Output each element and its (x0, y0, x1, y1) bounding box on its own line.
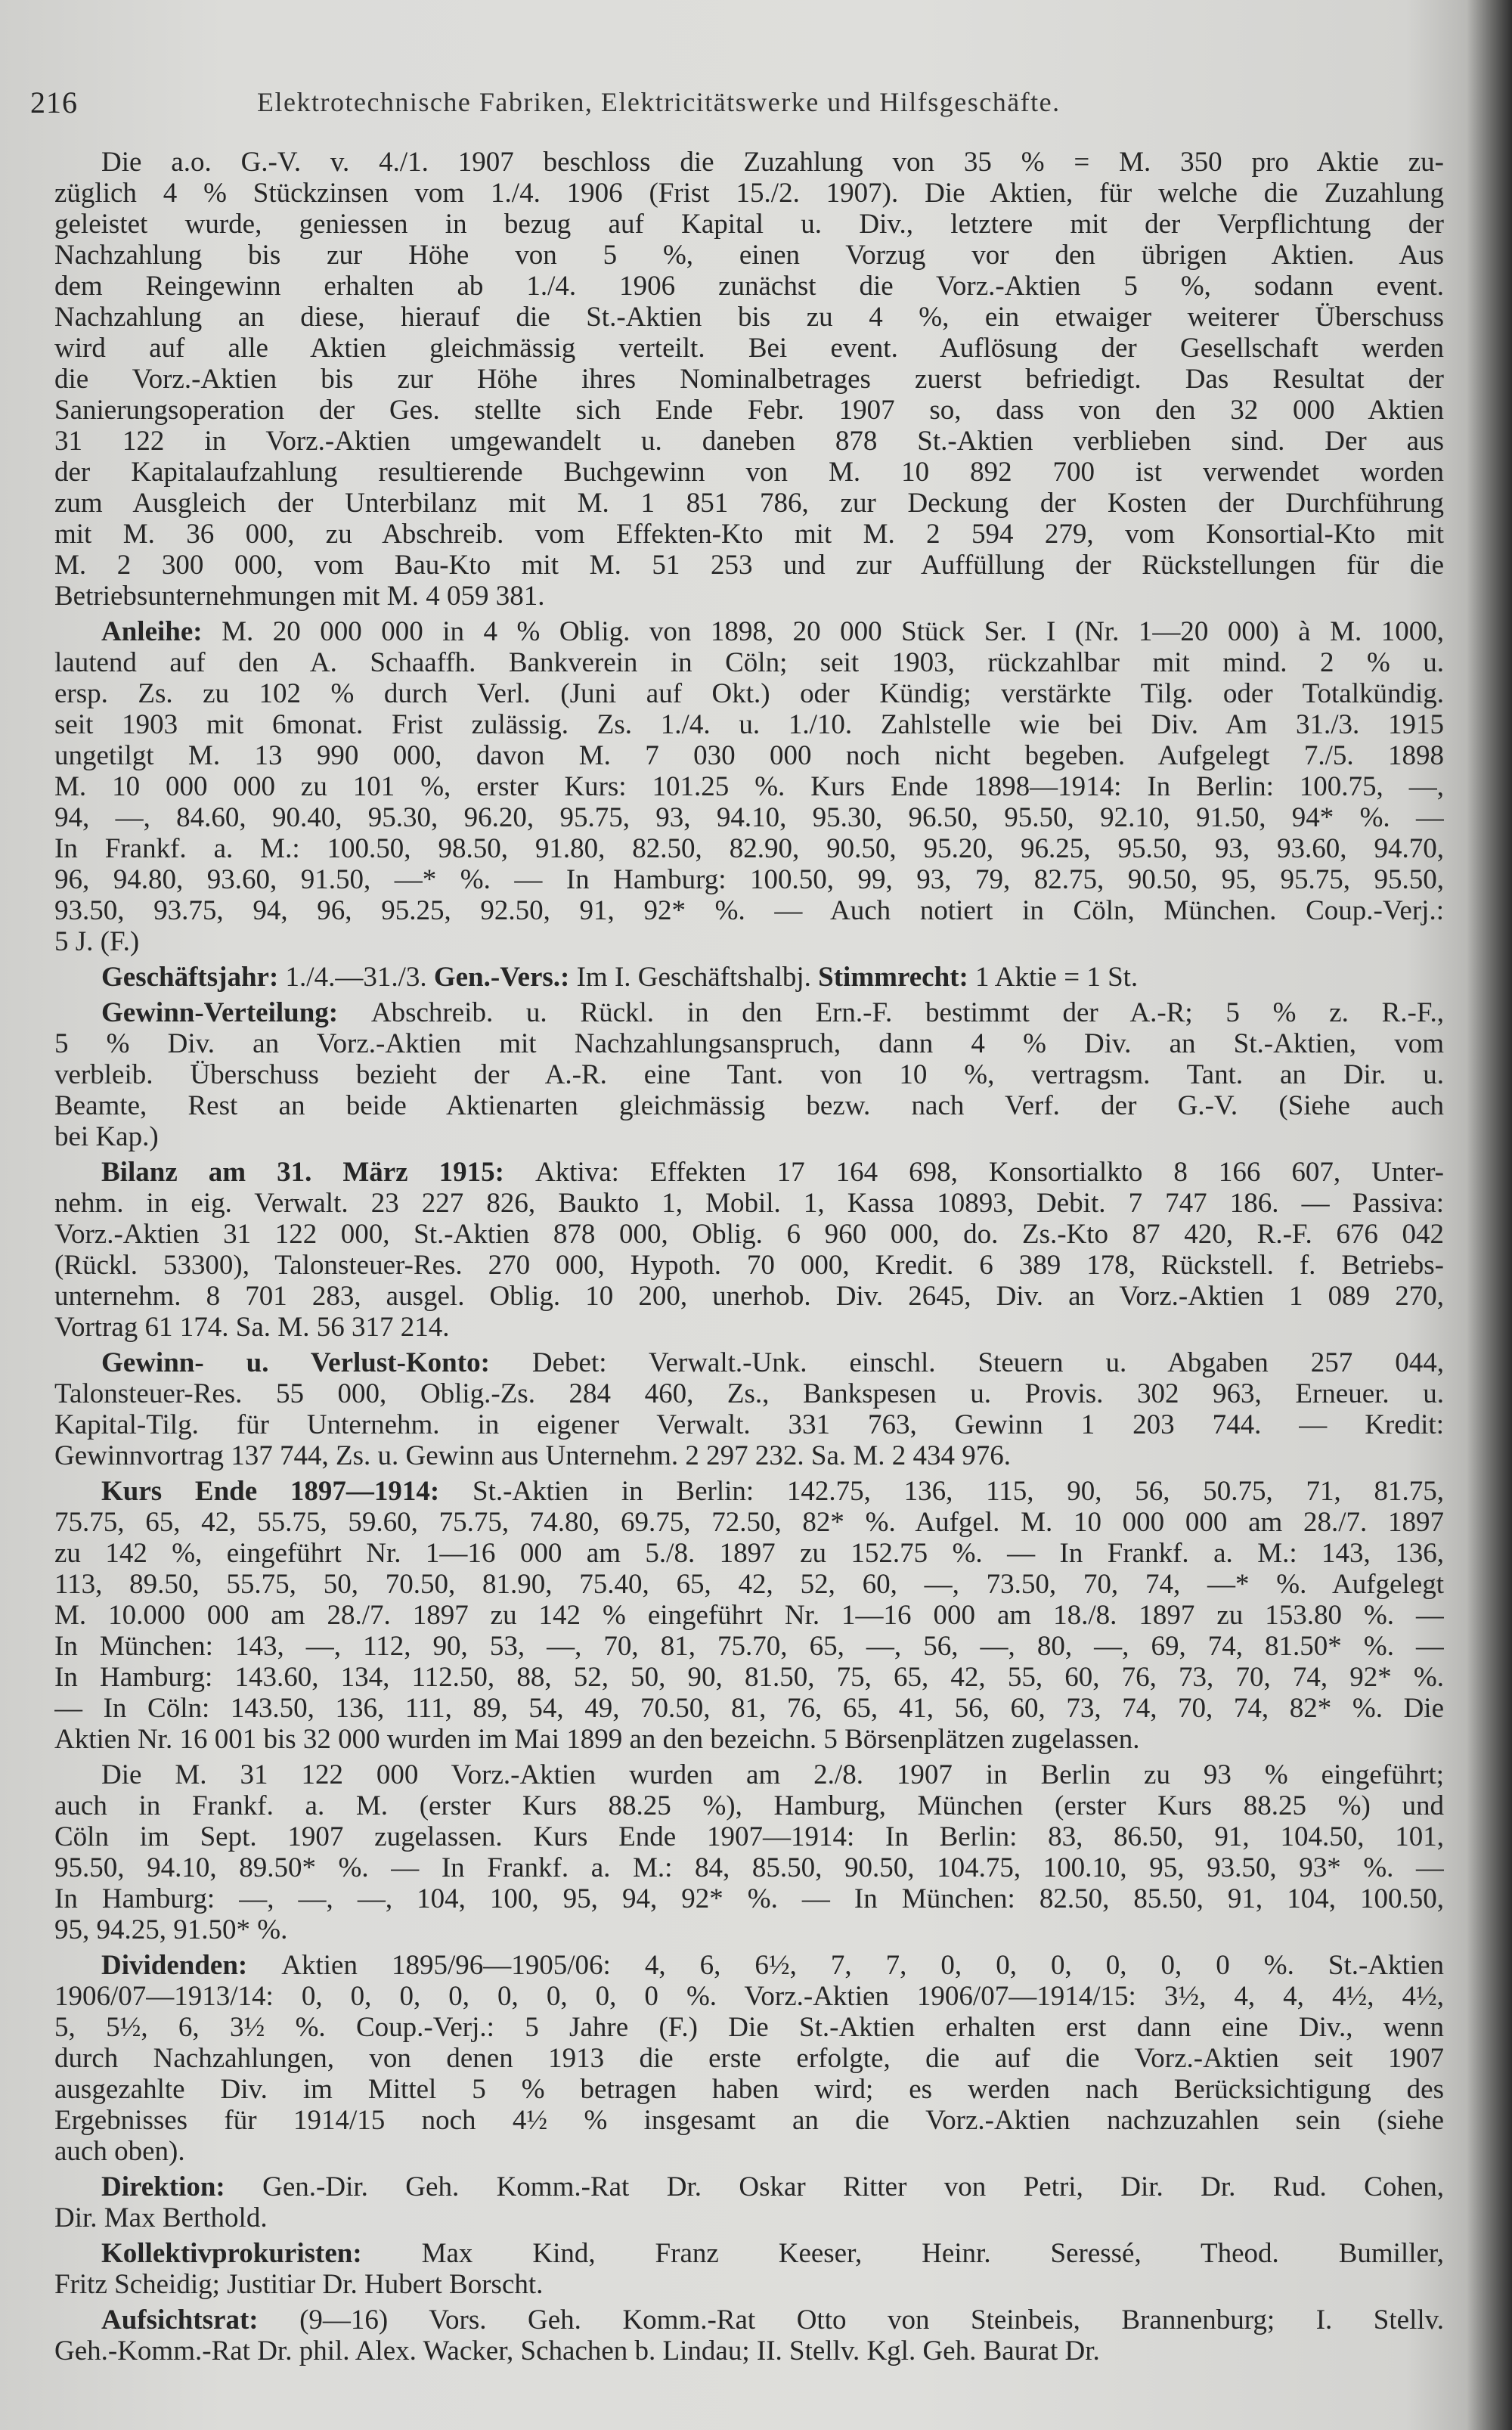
section-label: Kurs Ende 1897—1914: (101, 1476, 472, 1507)
section-label: Stimmrecht: (818, 962, 976, 993)
text-run: In Hamburg: —, —, —, 104, 100, 95, 94, 92* %. — In München: 82.50, 85.50, 91, 104, 100.50, (54, 1883, 1444, 1914)
paragraph-gewinn-verteilung (54, 997, 1444, 1152)
text-run: durch Nachzahlungen, von denen 1913 die erste erfolgte, die auf die Vorz.-Aktien seit 1907 (54, 2043, 1444, 2074)
text-run: 93.50, 93.75, 94, 96, 95.25, 92.50, 91, 92* %. — Auch notiert in Cöln, München. Coup.-Verj.: (54, 895, 1444, 926)
text-line (54, 1981, 1444, 2012)
text-line (54, 1507, 1444, 1538)
text-run: 96, 94.80, 93.60, 91.50, —* %. — In Hamburg: 100.50, 99, 93, 79, 82.75, 90.50, 95, 95.75, 95.50, (54, 864, 1444, 895)
text-run: Sanierungsoperation der Ges. stellte sich Ende Febr. 1907 so, dass von den 32 000 Aktien (54, 395, 1444, 426)
text-run: nehm. in eig. Verwalt. 23 227 826, Baukto 1, Mobil. 1, Kassa 10893, Debit. 7 747 186. — Passiva: (54, 1188, 1444, 1219)
text-run: Dir. Max Berthold. (54, 2202, 268, 2233)
text-line (54, 519, 1444, 550)
paragraph-aufsichtsrat (54, 2304, 1444, 2366)
paragraph-direktion (54, 2171, 1444, 2233)
text-line (54, 1569, 1444, 1600)
text-line (54, 1059, 1444, 1090)
text-run: Aktiva: Effekten 17 164 698, Konsortialkto 8 166 607, Unter- (534, 1157, 1444, 1188)
text-line (54, 1600, 1444, 1631)
text-run: seit 1903 mit 6monat. Frist zulässig. Zs. 1./4. u. 1./10. Zahlstelle wie bei Div. Am 31./3. 1915 (54, 709, 1444, 740)
text-line (54, 1312, 1444, 1343)
text-line (54, 2171, 1444, 2202)
text-run: Abschreib. u. Rückl. in den Ern.-F. bestimmt der A.-R; 5 % z. R.-F., (370, 997, 1444, 1028)
section-label: Gewinn- u. Verlust-Konto: (101, 1347, 532, 1378)
text-run: ungetilgt M. 13 990 000, davon M. 7 030 000 noch nicht begeben. Aufgelegt 7./5. 1898 (54, 740, 1444, 771)
text-run: Ergebnisses für 1914/15 noch 4½ % insgesamt an die Vorz.-Aktien nachzuzahlen sein (siehe (54, 2105, 1444, 2136)
paragraph-anleihe (54, 616, 1444, 957)
paragraph-kollektivprokuristen (54, 2238, 1444, 2300)
text-run: 5 % Div. an Vorz.-Aktien mit Nachzahlungsanspruch, dann 4 % Div. an St.-Aktien, vom (54, 1028, 1444, 1059)
text-line (54, 581, 1444, 612)
text-line (54, 1883, 1444, 1914)
text-line (54, 1347, 1444, 1378)
text-line (54, 1724, 1444, 1755)
text-line (54, 1476, 1444, 1507)
text-line (54, 1538, 1444, 1569)
text-line (54, 1250, 1444, 1281)
text-run: (Rückl. 53300), Talonsteuer-Res. 270 000, Hypoth. 70 000, Kredit. 6 389 178, Rückstell. f. Betriebs- (54, 1250, 1444, 1281)
section-label: Aufsichtsrat: (101, 2304, 300, 2335)
text-line (54, 395, 1444, 426)
text-run: Cöln im Sept. 1907 zugelassen. Kurs Ende 1907—1914: In Berlin: 83, 86.50, 91, 104.50, 101, (54, 1821, 1444, 1852)
text-run: Aktien Nr. 16 001 bis 32 000 wurden im Mai 1899 an den bezeichn. 5 Börsenplätzen zugelassen. (54, 1724, 1140, 1755)
section-label: Gewinn-Verteilung: (101, 997, 371, 1028)
text-run: zum Ausgleich der Unterbilanz mit M. 1 851 786, zur Deckung der Kosten der Durchführung (54, 488, 1444, 519)
text-run: 1 Aktie = 1 St. (975, 962, 1139, 993)
text-line (54, 962, 1444, 993)
text-run: M. 10.000 000 am 28./7. 1897 zu 142 % eingeführt Nr. 1—16 000 am 18./8. 1897 zu 153.80 %. — (54, 1600, 1444, 1631)
paragraph-dividenden (54, 1950, 1444, 2167)
text-run: 75.75, 65, 42, 55.75, 59.60, 75.75, 74.80, 69.75, 72.50, 82* %. Aufgel. M. 10 000 000 am 28./7. 1897 (54, 1507, 1444, 1538)
text-run: Im I. Geschäftshalbj. (576, 962, 819, 993)
text-run: lautend auf den A. Schaaffh. Bankverein in Cöln; seit 1903, rückzahlbar mit mind. 2 % u. (54, 647, 1444, 678)
text-run: auch in Frankf. a. M. (erster Kurs 88.25 %), Hamburg, München (erster Kurs 88.25 %) und (54, 1790, 1444, 1821)
text-run: der Kapitalaufzahlung resultierende Buchgewinn von M. 10 892 700 ist verwendet worden (54, 457, 1444, 488)
text-run: Gewinnvortrag 137 744, Zs. u. Gewinn aus Unternehm. 2 297 232. Sa. M. 2 434 976. (54, 1440, 1012, 1471)
text-line (54, 895, 1444, 926)
text-run: 1906/07—1913/14: 0, 0, 0, 0, 0, 0, 0, 0 %. Vorz.-Aktien 1906/07—1914/15: 3½, 4, 4, 4½, 4½, (54, 1981, 1444, 2012)
section-label: Geschäftsjahr: (101, 962, 286, 993)
text-run: züglich 4 % Stückzinsen vom 1./4. 1906 (Frist 15./2. 1907). Die Aktien, für welche die Zuzahlung (54, 178, 1444, 209)
text-line (54, 2202, 1444, 2233)
page-number: 216 (30, 85, 78, 119)
text-run: ausgezahlte Div. im Mittel 5 % betragen haben wird; es werden nach Berücksichtigung des (54, 2074, 1444, 2105)
text-line (54, 2304, 1444, 2335)
text-line (54, 302, 1444, 333)
text-line (54, 333, 1444, 364)
text-run: (9—16) Vors. Geh. Komm.-Rat Otto von Steinbeis, Brannenburg; I. Stellv. (299, 2304, 1444, 2335)
text-line (54, 1852, 1444, 1883)
text-run: — In Cöln: 143.50, 136, 111, 89, 54, 49, 70.50, 81, 76, 65, 41, 56, 60, 73, 74, 70, 74, 82* %. Die (54, 1693, 1444, 1724)
text-run: Nachzahlung bis zur Höhe von 5 %, einen Vorzug vor den übrigen Aktien. Aus (54, 240, 1444, 271)
text-line (54, 364, 1444, 395)
text-line (54, 2269, 1444, 2300)
text-run: 5 J. (F.) (54, 926, 140, 957)
text-run: unternehm. 8 701 283, ausgel. Oblig. 10 200, unerhob. Div. 2645, Div. an Vorz.-Aktien 1 089 270, (54, 1281, 1444, 1312)
text-line (54, 647, 1444, 678)
text-run: Aktien 1895/96—1905/06: 4, 6, 6½, 7, 7, 0, 0, 0, 0, 0, 0 %. St.-Aktien (281, 1950, 1444, 1981)
text-line (54, 2136, 1444, 2167)
text-run: Fritz Scheidig; Justitiar Dr. Hubert Borscht. (54, 2269, 544, 2300)
text-line (54, 1188, 1444, 1219)
text-line (54, 178, 1444, 209)
text-run: geleistet wurde, geniessen in bezug auf Kapital u. Div., letztere mit der Verpflichtung der (54, 209, 1444, 240)
text-line (54, 1157, 1444, 1188)
paragraph-bilanz (54, 1157, 1444, 1343)
text-line (54, 488, 1444, 519)
text-line (54, 1790, 1444, 1821)
paragraph-vorz-aktien-kurse (54, 1759, 1444, 1945)
text-line (54, 740, 1444, 771)
text-run: Kapital-Tilg. für Unternehm. in eigener Verwalt. 331 763, Gewinn 1 203 744. — Kredit: (54, 1409, 1444, 1440)
text-run: Vortrag 61 174. Sa. M. 56 317 214. (54, 1312, 450, 1343)
text-run: St.-Aktien in Berlin: 142.75, 136, 115, 90, 56, 50.75, 71, 81.75, (472, 1476, 1444, 1507)
text-run: Geh.-Komm.-Rat Dr. phil. Alex. Wacker, Schachen b. Lindau; II. Stellv. Kgl. Geh. Baurat Dr. (54, 2335, 1100, 2366)
section-label: Direktion: (101, 2171, 263, 2202)
text-line (54, 833, 1444, 864)
text-run: Nachzahlung an diese, hierauf die St.-Aktien bis zu 4 %, ein etwaiger weiterer Überschuss (54, 302, 1444, 333)
text-line (54, 271, 1444, 302)
text-run: 113, 89.50, 55.75, 50, 70.50, 81.90, 75.40, 65, 42, 52, 60, —, 73.50, 70, 74, —* %. Aufgelegt (54, 1569, 1444, 1600)
text-run: bei Kap.) (54, 1121, 159, 1152)
text-run: In Hamburg: 143.60, 134, 112.50, 88, 52, 50, 90, 81.50, 75, 65, 42, 55, 60, 76, 73, 70, 74, 92* %. (54, 1662, 1444, 1693)
text-run: 5, 5½, 6, 3½ %. Coup.-Verj.: 5 Jahre (F.) Die St.-Aktien erhalten erst dann eine Div., wenn (54, 2012, 1444, 2043)
paragraph-gewinn-verlust-konto (54, 1347, 1444, 1471)
section-label: Anleihe: (101, 616, 222, 647)
text-line (54, 1281, 1444, 1312)
text-line (54, 147, 1444, 178)
text-line (54, 2238, 1444, 2269)
text-line (54, 1028, 1444, 1059)
paragraph-capital-restructuring (54, 147, 1444, 612)
text-run: Talonsteuer-Res. 55 000, Oblig.-Zs. 284 460, Zs., Bankspesen u. Provis. 302 963, Erneuer. u. (54, 1378, 1444, 1409)
text-run: M. 20 000 000 in 4 % Oblig. von 1898, 20 000 Stück Ser. I (Nr. 1—20 000) à M. 1000, (222, 616, 1444, 647)
text-run: zu 142 %, eingeführt Nr. 1—16 000 am 5./8. 1897 zu 152.75 %. — In Frankf. a. M.: 143, 136, (54, 1538, 1444, 1569)
text-run: 1./4.—31./3. (285, 962, 434, 993)
text-line (54, 2105, 1444, 2136)
text-line (54, 457, 1444, 488)
text-run: In Frankf. a. M.: 100.50, 98.50, 91.80, 82.50, 82.90, 90.50, 95.20, 96.25, 95.50, 93, 93.60, 94.70, (54, 833, 1444, 864)
section-label: Dividenden: (101, 1950, 282, 1981)
text-run: Die M. 31 122 000 Vorz.-Aktien wurden am 2./8. 1907 in Berlin zu 93 % eingeführt; (101, 1759, 1444, 1790)
section-label: Gen.-Vers.: (433, 962, 577, 993)
text-run: Die a.o. G.-V. v. 4./1. 1907 beschloss die Zuzahlung von 35 % = M. 350 pro Aktie zu- (101, 147, 1444, 178)
text-run: mit M. 36 000, zu Abschreib. vom Effekten-Kto mit M. 2 594 279, vom Konsortial-Kto mit (54, 519, 1444, 550)
text-line (54, 1409, 1444, 1440)
section-label: Bilanz am 31. März 1915: (101, 1157, 535, 1188)
text-line (54, 771, 1444, 802)
text-line (54, 926, 1444, 957)
text-line (54, 426, 1444, 457)
page-header (30, 85, 1452, 121)
text-run: verbleib. Überschuss bezieht der A.-R. eine Tant. von 10 %, vertragsm. Tant. an Dir. u. (54, 1059, 1444, 1090)
text-run: 95, 94.25, 91.50* %. (54, 1914, 288, 1945)
text-line (54, 2335, 1444, 2366)
text-line (54, 550, 1444, 581)
text-line (54, 1090, 1444, 1121)
text-line (54, 1821, 1444, 1852)
text-run: Beamte, Rest an beide Aktienarten gleichmässig bezw. nach Verf. der G.-V. (Siehe auch (54, 1090, 1444, 1121)
text-run: In München: 143, —, 112, 90, 53, —, 70, 81, 75.70, 65, —, 56, —, 80, —, 69, 74, 81.50* %. — (54, 1631, 1444, 1662)
text-line (54, 240, 1444, 271)
text-run: wird auf alle Aktien gleichmässig verteilt. Bei event. Auflösung der Gesellschaft werden (54, 333, 1444, 364)
text-line (54, 709, 1444, 740)
text-line (54, 1219, 1444, 1250)
text-line (54, 2012, 1444, 2043)
paragraph-kurs-ende-st-aktien (54, 1476, 1444, 1755)
text-line (54, 1693, 1444, 1724)
text-line (54, 1662, 1444, 1693)
text-run: 95.50, 94.10, 89.50* %. — In Frankf. a. M.: 84, 85.50, 90.50, 104.75, 100.10, 95, 93.50, 93* %. — (54, 1852, 1444, 1883)
text-line (54, 209, 1444, 240)
text-run: M. 10 000 000 zu 101 %, erster Kurs: 101.25 %. Kurs Ende 1898—1914: In Berlin: 100.75, —, (54, 771, 1444, 802)
text-run: 31 122 in Vorz.-Aktien umgewandelt u. daneben 878 St.-Aktien verblieben sind. Der aus (54, 426, 1444, 457)
text-run: 94, —, 84.60, 90.40, 95.30, 96.20, 95.75, 93, 94.10, 95.30, 96.50, 95.50, 92.10, 91.50, 94* %. — (54, 802, 1444, 833)
text-line (54, 2043, 1444, 2074)
section-label: Kollektivprokuristen: (101, 2238, 422, 2269)
text-line (54, 1914, 1444, 1945)
text-line (54, 997, 1444, 1028)
text-line (54, 864, 1444, 895)
text-line (54, 1121, 1444, 1152)
text-run: Debet: Verwalt.-Unk. einschl. Steuern u. Abgaben 257 044, (531, 1347, 1444, 1378)
text-line (54, 1759, 1444, 1790)
text-run: dem Reingewinn erhalten ab 1./4. 1906 zunächst die Vorz.-Aktien 5 %, sodann event. (54, 271, 1444, 302)
text-line (54, 678, 1444, 709)
text-run: die Vorz.-Aktien bis zur Höhe ihres Nominalbetrages zuerst befriedigt. Das Resultat der (54, 364, 1444, 395)
text-run: Vorz.-Aktien 31 122 000, St.-Aktien 878 000, Oblig. 6 960 000, do. Zs.-Kto 87 420, R.-F. 676 042 (54, 1219, 1444, 1250)
text-line (54, 802, 1444, 833)
text-run: Gen.-Dir. Geh. Komm.-Rat Dr. Oskar Ritter von Petri, Dir. Dr. Rud. Cohen, (262, 2171, 1444, 2202)
text-run: Betriebsunternehmungen mit M. 4 059 381. (54, 581, 545, 612)
text-run: Max Kind, Franz Keeser, Heinr. Seressé, Theod. Bumiller, (421, 2238, 1444, 2269)
text-line (54, 1631, 1444, 1662)
running-title: Elektrotechnische Fabriken, Elektricitätswerke und Hilfsgeschäfte. (257, 87, 1061, 117)
paragraph-geschaeftsjahr (54, 962, 1444, 993)
text-line (54, 1950, 1444, 1981)
document-body (54, 147, 1444, 2366)
text-line (54, 2074, 1444, 2105)
text-run: M. 2 300 000, vom Bau-Kto mit M. 51 253 und zur Auffüllung der Rückstellungen für die (54, 550, 1444, 581)
text-line (54, 1440, 1444, 1471)
text-run: auch oben). (54, 2136, 185, 2167)
text-run: ersp. Zs. zu 102 % durch Verl. (Juni auf Okt.) oder Kündig; verstärkte Tilg. oder Totalkündig. (54, 678, 1444, 709)
text-line (54, 1378, 1444, 1409)
text-line (54, 616, 1444, 647)
